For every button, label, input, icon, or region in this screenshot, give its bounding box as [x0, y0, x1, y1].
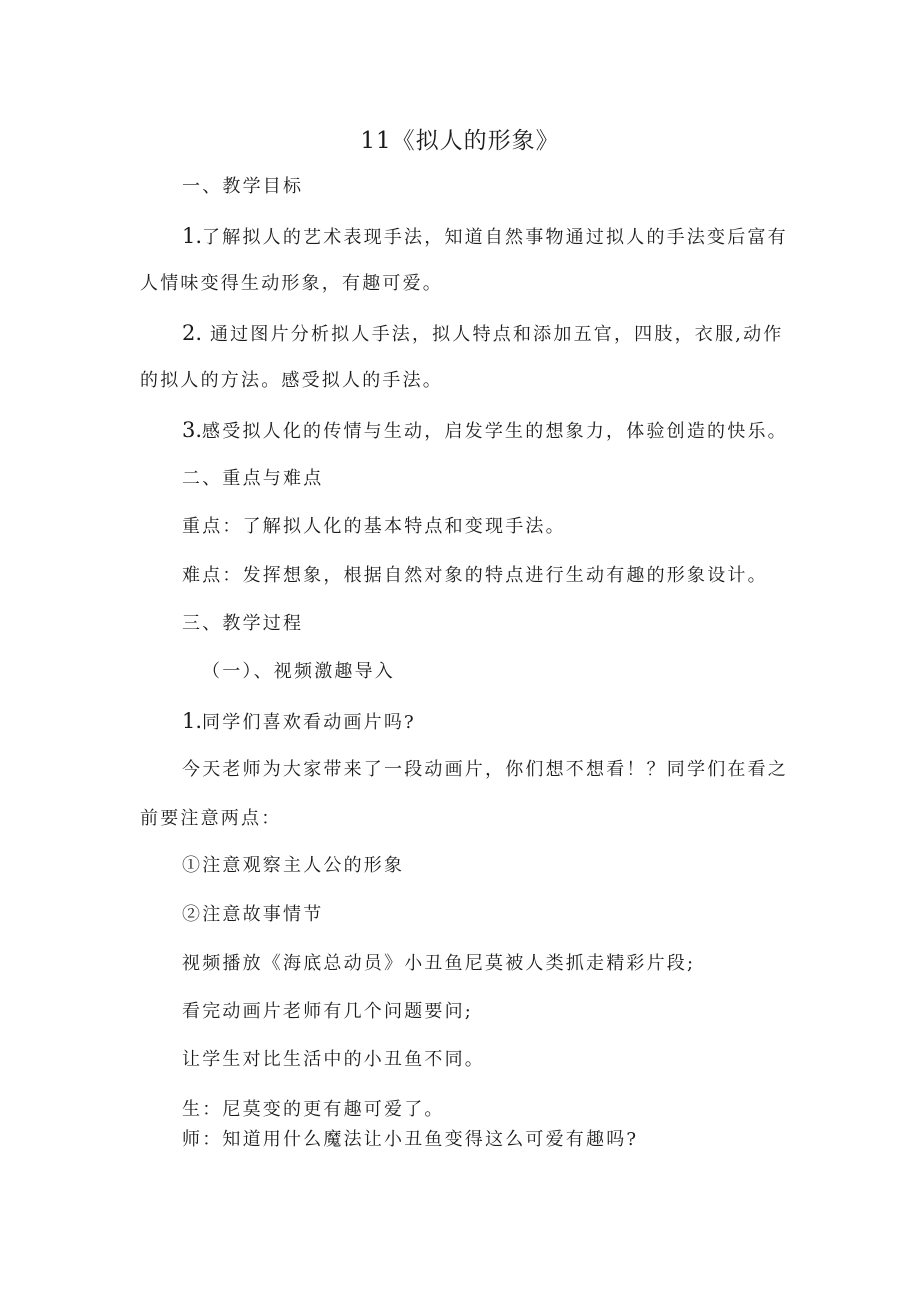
key-point: 重点：了解拟人化的基本特点和变现手法。: [182, 516, 566, 537]
question-1-text: 同学们喜欢看动画片吗?: [202, 712, 416, 733]
goal-2-line-2: 的拟人的方法。感受拟人的手法。: [140, 370, 443, 391]
goal-2-line-1: [182, 323, 784, 344]
goal-1-number: 1.: [182, 224, 203, 248]
goal-3-text: 感受拟人化的传情与生动，启发学生的想象力，体验创造的快乐。: [202, 421, 788, 442]
goal-1-line-1: [182, 226, 788, 247]
goal-2-number: 2.: [182, 321, 203, 345]
subsection-heading-video: （一）、视频激趣导入: [202, 661, 395, 682]
after-video-line: 看完动画片老师有几个问题要问;: [182, 1001, 474, 1022]
question-1: [182, 711, 416, 732]
section-heading-goals: 一、教学目标: [182, 176, 304, 197]
section-heading-process: 三、教学过程: [182, 613, 304, 634]
paragraph-1-line-1: 今天老师为大家带来了一段动画片，你们想不想看！？同学们在看之: [182, 759, 788, 780]
section-heading-key-points: 二、重点与难点: [182, 468, 324, 489]
goal-3-number: 3.: [182, 418, 203, 442]
paragraph-1-line-2: 前要注意两点：: [140, 808, 282, 829]
goal-1-line-2: 人情味变得生动形象，有趣可爱。: [140, 273, 443, 294]
compare-line: 让学生对比生活中的小丑鱼不同。: [182, 1049, 485, 1070]
goal-1-text: 了解拟人的艺术表现手法，知道自然事物通过拟人的手法变后富有: [202, 227, 788, 248]
teacher-question: 师：知道用什么魔法让小丑鱼变得这么可爱有趣吗?: [182, 1129, 639, 1150]
video-description: 视频播放《海底总动员》小丑鱼尼莫被人类抓走精彩片段;: [182, 953, 696, 974]
goal-2-text: 通过图片分析拟人手法，拟人特点和添加五官，四肢，衣服,动作: [202, 324, 784, 345]
note-1: ①注意观察主人公的形象: [182, 855, 405, 876]
student-answer: 生：尼莫变的更有趣可爱了。: [182, 1099, 445, 1120]
goal-3-line-1: [182, 420, 788, 441]
difficult-point: 难点：发挥想象，根据自然对象的特点进行生动有趣的形象设计。: [182, 565, 768, 586]
question-1-number: 1.: [182, 709, 203, 733]
document-title: 11《拟人的形象》: [360, 128, 560, 154]
note-2: ②注意故事情节: [182, 904, 324, 925]
